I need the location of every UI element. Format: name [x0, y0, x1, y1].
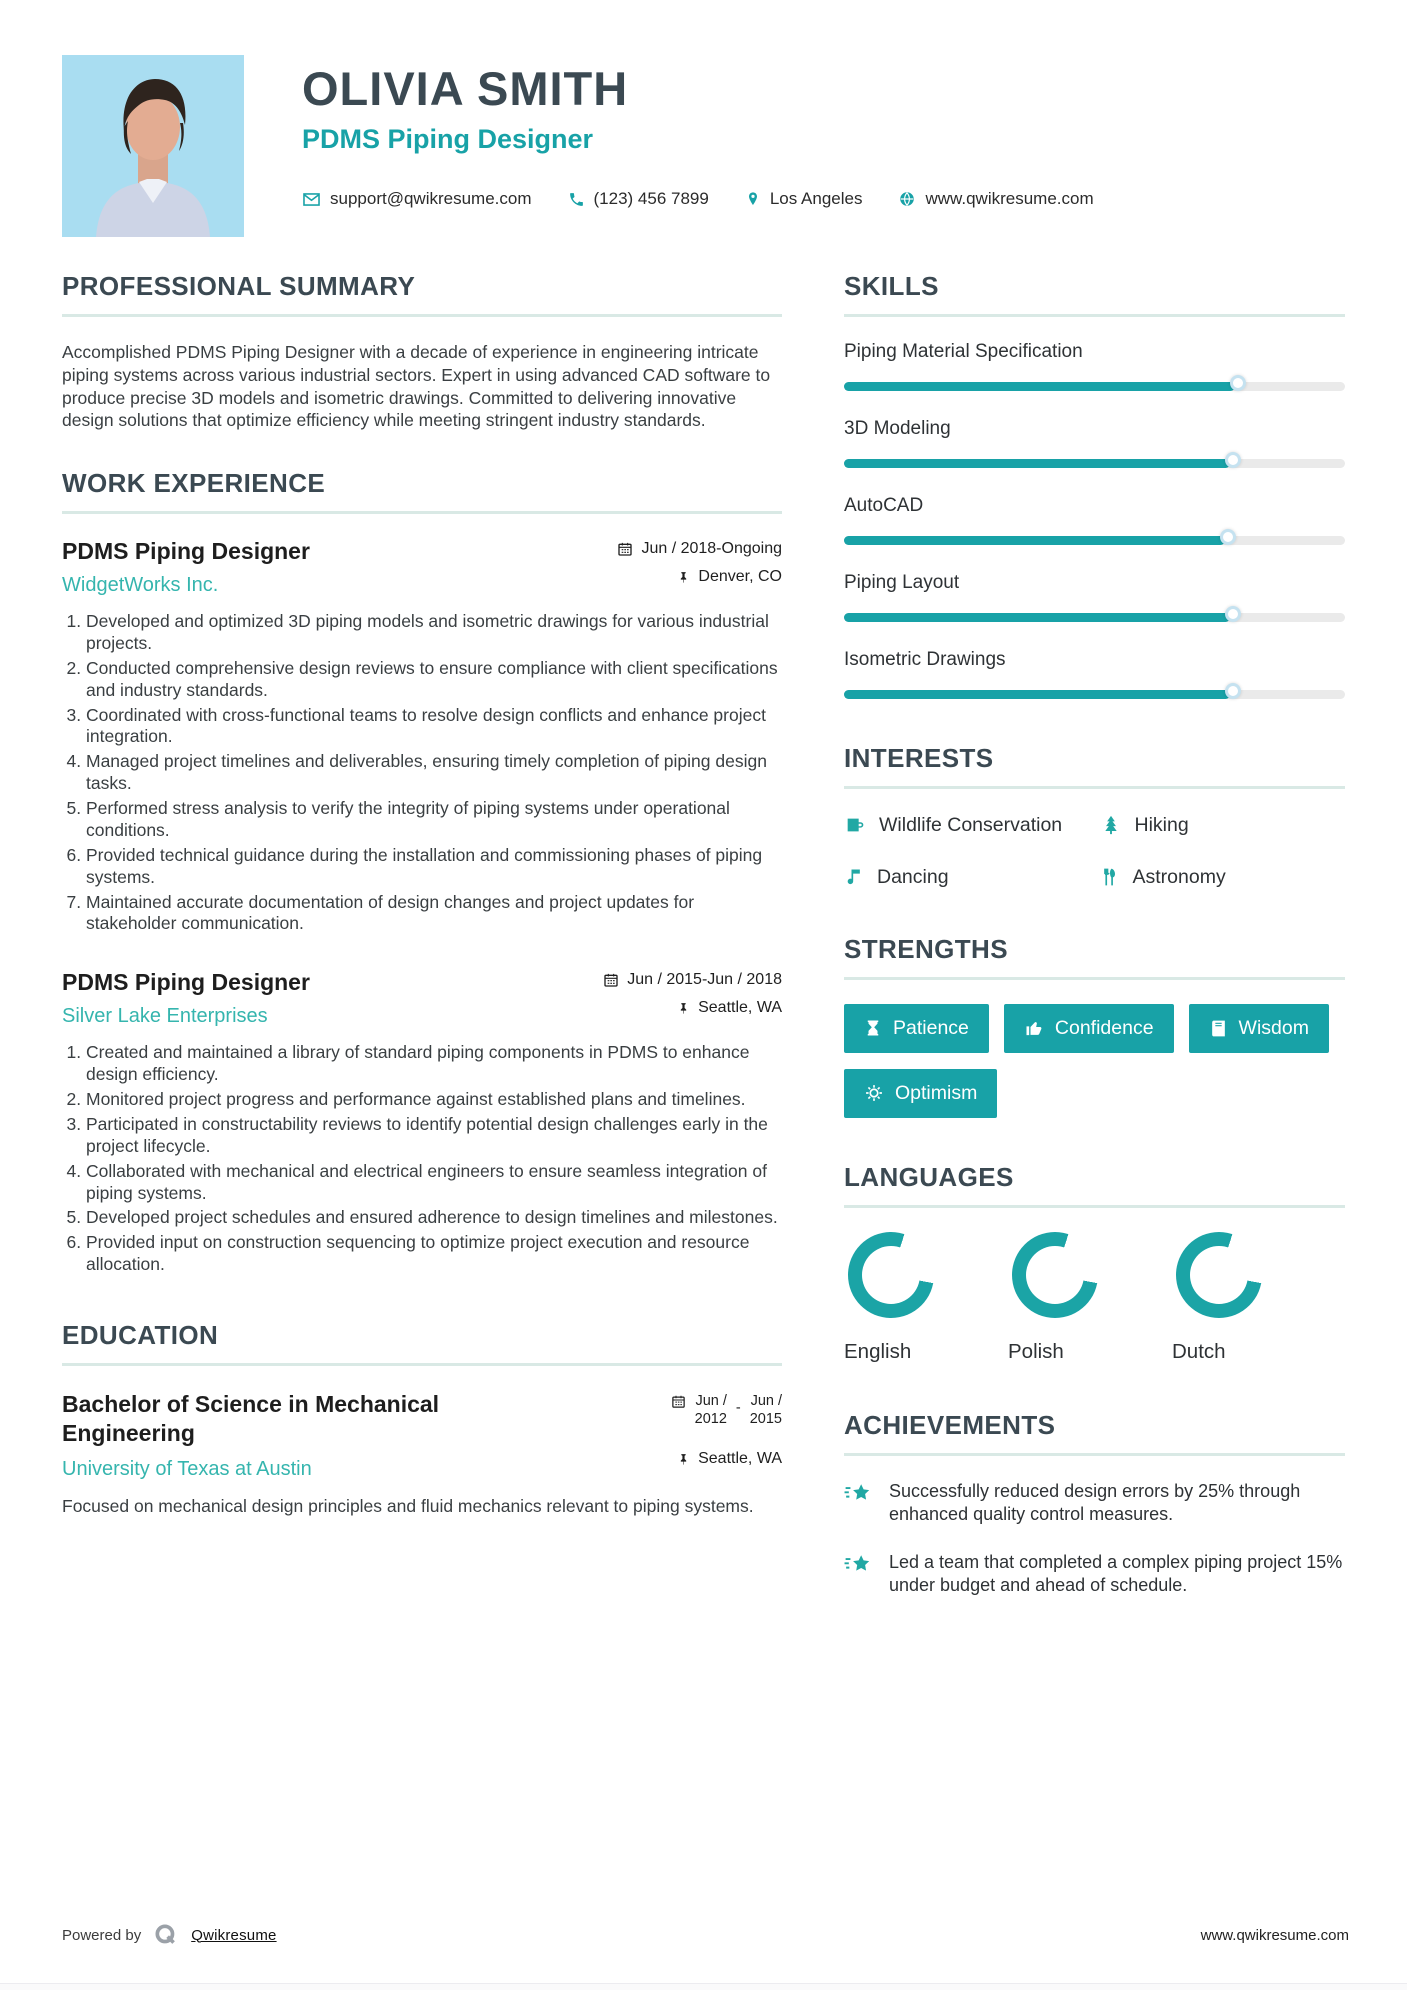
powered-by-label: Powered by	[62, 1926, 142, 1944]
strength-label: Wisdom	[1238, 1016, 1309, 1039]
mug-icon	[844, 814, 866, 837]
job-bullet: 3. Coordinated with cross-functional teams to resolve design conflicts and enhance project integration.	[86, 705, 782, 749]
strength-badge	[844, 1069, 997, 1118]
pushpin-icon	[677, 570, 690, 585]
location-pin-icon	[745, 190, 761, 208]
calendar-icon	[671, 1394, 686, 1409]
contact-website[interactable]	[898, 189, 1093, 209]
contact-phone-text: (123) 456 7899	[593, 189, 709, 208]
strength-label: Patience	[893, 1016, 969, 1039]
achievement-item	[844, 1480, 1345, 1527]
job-bullet: 1. Created and maintained a library of standard piping components in PDMS to enhance design efficiency.	[86, 1042, 782, 1086]
contact-phone	[568, 189, 709, 209]
job-bullet-list	[62, 611, 782, 935]
education-description: Focused on mechanical design principles and fluid mechanics relevant to piping systems.	[62, 1495, 754, 1516]
education-location: Seattle, WA	[698, 1450, 782, 1468]
education-date-start-year: 2012	[694, 1411, 727, 1428]
globe-icon	[898, 190, 916, 208]
cutlery-icon	[1100, 866, 1120, 889]
job-bullet: 7. Maintained accurate documentation of design changes and project updates for stakeholder communication.	[86, 892, 782, 936]
section-education	[62, 1320, 782, 1517]
skill-label: Piping Layout	[844, 572, 960, 593]
job-entry	[62, 969, 782, 1276]
job-date: Jun / 2018-Ongoing	[641, 540, 782, 557]
job-bullet: 1. Developed and optimized 3D piping models and isometric drawings for various industrial projects.	[86, 611, 782, 655]
contact-location-text: Los Angeles	[769, 189, 863, 208]
skill-meter-fill	[844, 536, 1225, 545]
section-divider	[62, 1363, 782, 1366]
language-item	[1172, 1232, 1282, 1364]
language-proficiency-ring	[1012, 1232, 1098, 1318]
qwikresume-link[interactable]: Qwikresume	[191, 1926, 277, 1944]
page-bottom-strip	[0, 1983, 1407, 1990]
skill-item	[844, 418, 1345, 468]
strength-badge	[1189, 1004, 1329, 1053]
language-item	[844, 1232, 954, 1364]
job-entry	[62, 538, 782, 935]
sun-icon	[864, 1083, 884, 1103]
job-bullet: 3. Participated in constructability reviews to identify potential design challenges early in the project lifecycle.	[86, 1114, 782, 1158]
footer-website: www.qwikresume.com	[1200, 1926, 1349, 1944]
interest-label: Hiking	[1134, 814, 1189, 836]
job-bullet: 2. Monitored project progress and performance against established plans and timelines.	[86, 1089, 782, 1111]
shooting-star-icon	[844, 1553, 874, 1598]
job-bullet-list	[62, 1042, 782, 1276]
job-title: PDMS Piping Designer	[62, 538, 310, 564]
language-label: Polish	[1008, 1339, 1064, 1363]
contact-location	[745, 189, 863, 209]
job-company: WidgetWorks Inc.	[62, 574, 219, 596]
calendar-icon	[617, 541, 633, 557]
page-footer	[62, 1922, 1349, 1948]
education-date-end-month: Jun /	[750, 1393, 782, 1409]
section-professional-summary	[62, 271, 782, 432]
interest-item	[1100, 813, 1346, 837]
skill-label: Piping Material Specification	[844, 341, 1083, 362]
skill-meter-fill	[844, 690, 1230, 699]
education-date-separator: -	[735, 1400, 741, 1416]
language-label: Dutch	[1172, 1339, 1226, 1363]
contact-email-text: support@qwikresume.com	[330, 189, 532, 208]
skill-item	[844, 341, 1345, 391]
profile-photo-illustration	[62, 55, 244, 237]
skill-label: AutoCAD	[844, 495, 924, 516]
skill-item	[844, 649, 1345, 699]
strength-badge	[1004, 1004, 1174, 1053]
candidate-name: OLIVIA SMITH	[302, 62, 629, 115]
job-bullet: 5. Developed project schedules and ensured adherence to design timelines and milestones.	[86, 1207, 782, 1229]
interest-item	[844, 865, 1090, 889]
summary-text: Accomplished PDMS Piping Designer with a decade of experience in engineering intricate piping systems across various industrial sectors. Expert in using advanced CAD software to produce precise 3D models and isometric drawings. Committed to delivering innovative design solutions that optimize efficiency while meeting stringent industry standards.	[62, 342, 771, 431]
strength-label: Confidence	[1054, 1016, 1154, 1039]
section-work-experience	[62, 468, 782, 1276]
job-bullet: 4. Collaborated with mechanical and electrical engineers to ensure seamless integration of piping systems.	[86, 1161, 782, 1205]
slider-knob	[1225, 683, 1241, 699]
skill-meter	[844, 382, 1345, 391]
job-bullet: 6. Provided technical guidance during the installation and commissioning phases of piping systems.	[86, 845, 782, 889]
email-icon	[302, 190, 321, 209]
education-date-end-year: 2015	[749, 1411, 782, 1428]
section-heading-work: WORK EXPERIENCE	[62, 468, 326, 498]
section-heading-skills: SKILLS	[844, 271, 939, 301]
section-heading-achievements: ACHIEVEMENTS	[844, 1409, 1056, 1440]
achievement-text: Led a team that completed a complex piping project 15% under budget and ahead of schedule.	[889, 1551, 1343, 1595]
shooting-star-icon	[844, 1482, 874, 1527]
section-divider	[844, 786, 1345, 789]
hourglass-icon	[864, 1018, 882, 1038]
skill-meter-fill	[844, 459, 1230, 468]
book-icon	[1209, 1019, 1228, 1038]
skill-meter-fill	[844, 382, 1235, 391]
job-location: Denver, CO	[698, 568, 782, 585]
skill-item	[844, 495, 1345, 545]
interest-item	[1100, 865, 1346, 889]
pine-tree-icon	[1100, 814, 1122, 837]
contact-website-text: www.qwikresume.com	[925, 189, 1094, 208]
strength-label: Optimism	[895, 1081, 978, 1104]
section-divider	[844, 1453, 1345, 1456]
section-heading-languages: LANGUAGES	[844, 1161, 1014, 1192]
profile-photo	[62, 55, 244, 237]
skill-label: 3D Modeling	[844, 418, 951, 439]
header	[62, 55, 1345, 237]
slider-knob	[1220, 529, 1236, 545]
section-heading-strengths: STRENGTHS	[844, 933, 1008, 964]
skill-label: Isometric Drawings	[844, 649, 1006, 670]
interest-label: Wildlife Conservation	[879, 814, 1063, 836]
language-proficiency-ring	[1176, 1232, 1262, 1318]
interest-label: Astronomy	[1132, 866, 1226, 889]
pushpin-icon	[677, 1001, 690, 1016]
job-bullet: 2. Conducted comprehensive design reviews to ensure compliance with client specifications and industry standards.	[86, 658, 782, 702]
section-divider	[62, 511, 782, 514]
achievement-text: Successfully reduced design errors by 25% through enhanced quality control measures.	[889, 1480, 1301, 1525]
achievement-item	[844, 1551, 1345, 1598]
section-divider	[844, 1205, 1345, 1208]
section-divider	[844, 977, 1345, 980]
section-divider	[844, 314, 1345, 317]
thumbs-up-icon	[1024, 1018, 1044, 1038]
contact-email[interactable]	[302, 189, 532, 209]
skill-meter	[844, 536, 1345, 545]
job-bullet: 5. Performed stress analysis to verify the integrity of piping systems under operational conditions.	[86, 798, 782, 842]
section-strengths	[844, 934, 1345, 1118]
skill-meter	[844, 690, 1345, 699]
section-heading-interests: INTERESTS	[844, 743, 994, 773]
qwikresume-logo-icon	[153, 1922, 179, 1948]
slider-knob	[1230, 375, 1246, 391]
language-proficiency-ring	[848, 1232, 934, 1318]
skill-meter	[844, 613, 1345, 622]
job-company: Silver Lake Enterprises	[62, 1005, 268, 1028]
section-skills	[844, 271, 1345, 699]
section-interests	[844, 743, 1345, 890]
education-degree: Bachelor of Science in Mechanical Engineering	[62, 1391, 440, 1446]
strength-badge	[844, 1004, 989, 1053]
skill-item	[844, 572, 1345, 622]
skill-meter-fill	[844, 613, 1230, 622]
section-heading-education: EDUCATION	[62, 1320, 219, 1350]
interest-item	[844, 813, 1090, 837]
section-languages	[844, 1162, 1345, 1364]
section-achievements	[844, 1410, 1345, 1598]
language-label: English	[844, 1339, 912, 1363]
pushpin-icon	[677, 1452, 690, 1467]
job-bullet: 4. Managed project timelines and deliverables, ensuring timely completion of piping design tasks.	[86, 751, 782, 795]
slider-knob	[1225, 452, 1241, 468]
education-date-start-month: Jun /	[695, 1393, 727, 1409]
language-item	[1008, 1232, 1118, 1364]
section-divider	[62, 314, 782, 317]
candidate-title: PDMS Piping Designer	[302, 124, 594, 154]
phone-icon	[568, 191, 585, 208]
job-bullet: 6. Provided input on construction sequencing to optimize project execution and resource allocation.	[86, 1232, 782, 1276]
music-note-icon	[844, 866, 864, 889]
skill-meter	[844, 459, 1345, 468]
interest-label: Dancing	[877, 866, 949, 889]
slider-knob	[1225, 606, 1241, 622]
education-school: University of Texas at Austin	[62, 1457, 312, 1480]
job-title: PDMS Piping Designer	[62, 969, 310, 996]
job-location: Seattle, WA	[698, 999, 782, 1017]
section-heading-summary: PROFESSIONAL SUMMARY	[62, 271, 416, 301]
calendar-icon	[603, 972, 619, 988]
job-date: Jun / 2015-Jun / 2018	[627, 971, 782, 989]
education-dates	[671, 1392, 782, 1428]
contact-row	[302, 189, 1094, 209]
